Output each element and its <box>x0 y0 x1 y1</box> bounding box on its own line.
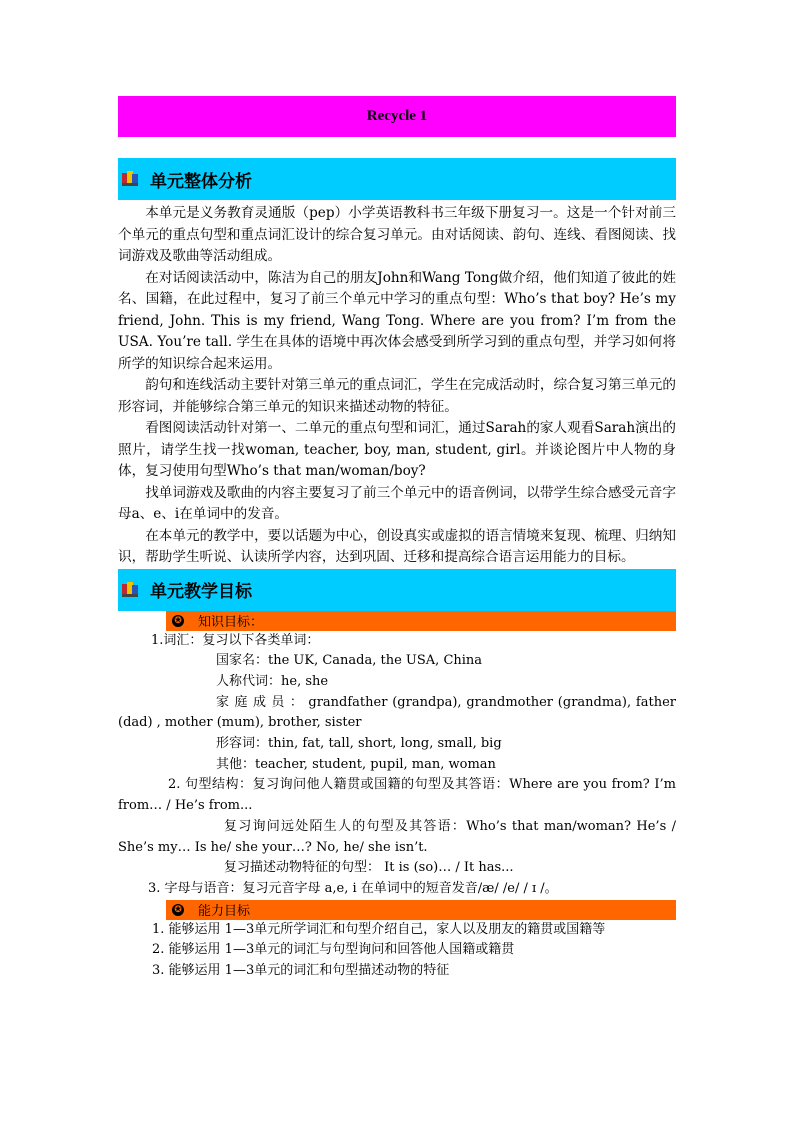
vocab-countries: 国家名：the UK, Canada, the USA, China <box>216 653 483 669</box>
ability-goal-bar <box>166 900 676 920</box>
vocab-others: 其他：teacher, student, pupil, man, woman <box>216 756 496 772</box>
ability-item: 1. 能够运用 1—3单元所学词汇和句型介绍自己，家人以及朋友的籍贯或国籍等 <box>152 921 606 937</box>
section-title: 单元教学目标 <box>150 582 252 602</box>
book-stack-icon <box>122 171 138 187</box>
paragraph: 在本单元的教学中，要以话题为中心，创设真实或虚拟的语言情境来复现、梳理、归纳知识，帮助学生听说、认读所学内容，达到巩固、迁移和提高综合语言运用能力的目标。 <box>118 527 676 565</box>
star-circle-icon: ✪ <box>172 904 184 916</box>
knowledge-goal-bar <box>166 611 676 631</box>
book-stack-icon <box>122 582 138 598</box>
vocab-title: 1.词汇：复习以下各类单词： <box>151 632 320 648</box>
vocab-family: 家 庭 成 员 ： grandfather (grandpa), grandmother (grandma), father (dad) , mother (mum), brother, sister <box>118 694 676 731</box>
ability-goal-label: 能力目标 <box>198 904 251 920</box>
ability-item: 3. 能够运用 1—3单元的词汇和句型描述动物的特征 <box>152 963 450 979</box>
knowledge-goal-label: 知识目标： <box>198 615 264 630</box>
section-heading-analysis <box>118 158 676 200</box>
paragraph: 本单元是义务教育灵通版（pep）小学英语教科书三年级下册复习一。这是一个针对前三个单元的重点句型和重点词汇设计的综合复习单元。由对话阅读、韵句、连线、看图阅读、找词游戏及歌曲等活动组成。 <box>118 205 676 264</box>
vocab-pronouns: 人称代词：he, she <box>216 673 329 689</box>
page-title: Recycle 1 <box>366 108 428 124</box>
section-title: 单元整体分析 <box>150 171 252 192</box>
paragraph: 在对话阅读活动中，陈洁为自己的朋友John和Wang Tong做介绍，他们知道了彼此的姓名、国籍，在此过程中，复习了前三个单元中学习的重点句型：Who’s that boy? He’s my friend, John. This is my friend, Wang Tong. Where are you from? I’m from the USA. You’re tall. 学生在具体的语境中再次体会感受到所学习到的重点句型，并学习如何将所学的知识综合起来运用。 <box>118 269 676 372</box>
section-heading-goals <box>118 569 676 611</box>
sentence-patterns: 2. 句型结构：复习询问他人籍贯或国籍的句型及其答语：Where are you from? I’m from… / He’s from... <box>118 777 676 814</box>
paragraph: 找单词游戏及歌曲的内容主要复习了前三个单元中的语音例词，以带学生综合感受元音字母a、e、i在单词中的发音。 <box>118 484 676 522</box>
document-page <box>118 96 676 982</box>
analysis-body <box>118 200 676 569</box>
vocab-adjectives: 形容词：thin, fat, tall, short, long, small, big <box>216 736 502 752</box>
sentence-patterns-3: 复习描述动物特征的句型： It is (so)… / It has... <box>224 860 514 876</box>
star-circle-icon: ✪ <box>172 615 184 627</box>
sentence-patterns-2: 复习询问远处陌生人的句型及其答语：Who’s that man/woman? He’s / She’s my… Is he/ she your…? No, he/ she isn’t. <box>118 818 676 855</box>
ability-item: 2. 能够运用 1—3单元的词汇与句型询问和回答他人国籍或籍贯 <box>152 942 515 958</box>
paragraph: 看图阅读活动针对第一、二单元的重点句型和词汇，通过Sarah的家人观看Sarah演出的照片，请学生找一找woman, teacher, boy, man, student, girl。并谈论图片中人物的身体，复习使用句型Who’s that man/woman/boy? <box>118 420 676 479</box>
paragraph: 韵句和连线活动主要针对第三单元的重点词汇，学生在完成活动时，综合复习第三单元的形容词，并能够综合第三单元的知识来描述动物的特征。 <box>118 377 676 415</box>
title-bar <box>118 96 676 137</box>
phonics-goal: 3. 字母与语音：复习元音字母 a,e, i 在单词中的短音发音/æ/ /e/ / ɪ /。 <box>148 880 558 896</box>
